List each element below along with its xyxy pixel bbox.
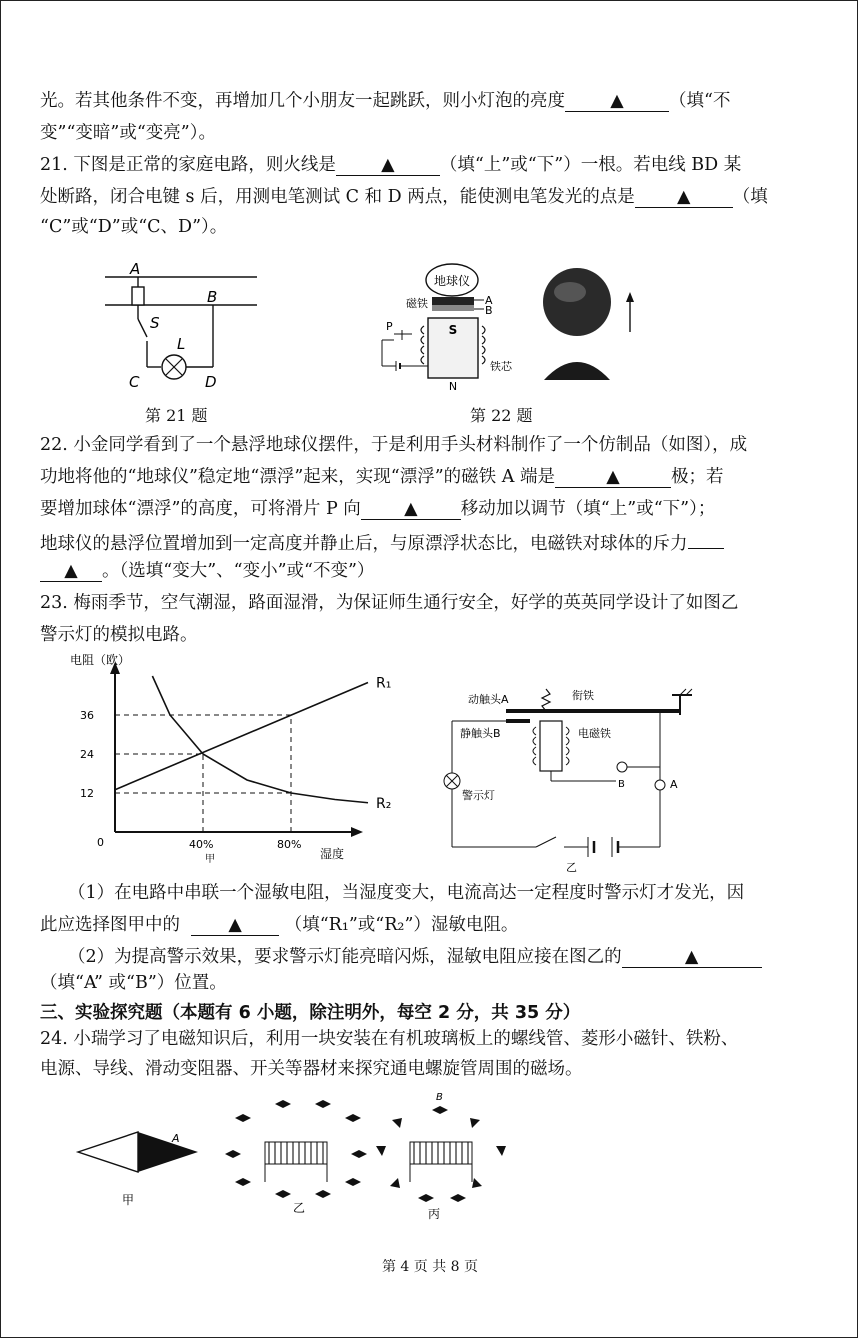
- blank-marker: ▲: [228, 915, 242, 935]
- figure-21-circuit: [95, 255, 275, 395]
- fig23b-static-contact-label: 静触头B: [460, 727, 501, 740]
- y-tick-label: 12: [80, 787, 94, 800]
- series-label-1: R₁: [376, 675, 392, 692]
- x-tick-label: 80%: [277, 838, 302, 851]
- q23-text-3: （1）在电路中串联一个湿敏电阻，当湿度变大，电流高达一定程度时警示灯才发光，因: [68, 883, 745, 903]
- q22-text-5: 移动加以调节（填“上”或“下”）；: [460, 499, 716, 519]
- q23-part2-line-2: [40, 970, 820, 996]
- q22-blank-3a[interactable]: [688, 528, 724, 549]
- fig21-label-A: A: [130, 260, 141, 278]
- q21-line-1: [40, 152, 820, 178]
- q23-part2-line-1: [68, 944, 820, 970]
- figure-23b-circuit: [440, 675, 720, 875]
- chart-sublabel: 甲: [205, 854, 215, 865]
- fig21-label-B: B: [207, 288, 218, 306]
- q20-line-2: [40, 120, 820, 146]
- q20-text: 光。若其他条件不变，再增加几个小朋友一起跳跃，则小灯泡的亮度: [40, 91, 565, 111]
- q22-blank-2[interactable]: [361, 499, 461, 520]
- q22-text-3: 极；若: [670, 467, 724, 487]
- q23-text-2: 警示灯的模拟电路。: [40, 625, 198, 645]
- series-line-1: [115, 683, 368, 790]
- fig24-label-yi: 乙: [293, 1201, 306, 1215]
- blank-marker: ▲: [684, 947, 699, 967]
- q21-line-2: [40, 184, 820, 210]
- fig22-label-S: S: [448, 323, 458, 337]
- q23-blank-2[interactable]: [622, 947, 762, 968]
- q21-blank-1[interactable]: [336, 155, 440, 176]
- fig22-magnet-label: 磁铁: [406, 297, 428, 310]
- fig23b-label-A: A: [670, 778, 678, 791]
- q20-blank[interactable]: [565, 91, 669, 112]
- q22-blank-1[interactable]: [555, 467, 671, 488]
- q22-line-5: [40, 558, 820, 584]
- q21-text-3: 处断路，闭合电键 s 后，用测电笔测试 C 和 D 两点，能使测电笔发光的点是: [40, 187, 635, 207]
- fig24-label-jia: 甲: [122, 1193, 135, 1207]
- fig21-label-C: C: [129, 373, 140, 391]
- q20-text-3: 变”“变暗”或“变亮”）。: [40, 123, 216, 143]
- q20-text-2: （填“不: [669, 91, 731, 111]
- q23-part1-line-1: [68, 880, 820, 906]
- fig22-label-N: N: [448, 380, 458, 393]
- q23-text-7: （填“A” 或“B”）位置。: [40, 973, 227, 993]
- q20-line-1: [40, 88, 820, 114]
- fig23b-sublabel: 乙: [566, 861, 577, 874]
- q22-text-4: 要增加球体“漂浮”的高度，可将滑片 P 向: [40, 499, 361, 519]
- q22-line-4: [40, 528, 820, 557]
- y-axis-label: 电阻（欧）: [70, 653, 131, 667]
- fig23b-electromagnet-label: 电磁铁: [578, 727, 611, 740]
- fig21-label-D: D: [205, 373, 217, 391]
- fig24-label-B: B: [436, 1092, 443, 1103]
- q23-text: 23. 梅雨季节，空气潮湿，路面湿滑，为保证师生通行安全，好学的英英同学设计了如图乙: [40, 593, 739, 613]
- q23-text-6: （2）为提高警示效果，要求警示灯能亮暗闪烁，湿敏电阻应接在图乙的: [68, 947, 622, 967]
- fig21-label-S: S: [150, 314, 160, 332]
- section-3-title: 三、实验探究题（本题有 6 小题，除注明外，每空 2 分，共 35 分）: [40, 1003, 581, 1023]
- q23-part1-line-2: [40, 912, 820, 938]
- q23-text-5: （填“R₁”或“R₂”）湿敏电阻。: [284, 915, 519, 935]
- blank-marker: ▲: [606, 467, 620, 487]
- fig23b-label-B: B: [618, 779, 625, 790]
- q22-text-2: 功地将他的“地球仪”稳定地“漂浮”起来，实现“漂浮”的磁铁 A 端是: [40, 467, 555, 487]
- q22-line-1: [40, 432, 820, 458]
- q21-text-5: “C”或“D”或“C、D”）。: [40, 217, 228, 237]
- y-tick-label: 36: [80, 709, 94, 722]
- fig24-label-A: A: [172, 1132, 180, 1145]
- q21-text: 21. 下图是正常的家庭电路，则火线是: [40, 155, 336, 175]
- q21-line-3: [40, 214, 820, 240]
- q22-line-2: [40, 464, 820, 490]
- fig23b-lamp-label: 警示灯: [462, 789, 495, 802]
- resistance-humidity-chart: [70, 650, 392, 870]
- q23-line-1: [40, 590, 820, 616]
- blank-marker: ▲: [404, 499, 418, 519]
- q24-text-2: 电源、导线、滑动变阻器、开关等器材来探究通电螺旋管周围的磁场。: [40, 1059, 583, 1079]
- q23-line-2: [40, 622, 820, 648]
- q22-text-6: 地球仪的悬浮位置增加到一定高度并静止后，与原漂浮状态比，电磁铁对球体的斥力: [40, 534, 688, 554]
- fig23b-moving-contact-label: 动触头A: [468, 693, 509, 706]
- q22-blank-3b[interactable]: [40, 561, 102, 582]
- blank-marker: ▲: [64, 561, 78, 581]
- y-tick-label: 24: [80, 748, 94, 761]
- x-axis-arrow: [351, 827, 363, 837]
- blank-marker: ▲: [610, 91, 624, 111]
- q23-text-4: 此应选择图甲中的: [40, 915, 180, 935]
- figure-21-caption: 第 21 题: [145, 406, 208, 425]
- q21-text-2: （填“上”或“下”）一根。若电线 BD 某: [439, 155, 742, 175]
- x-axis-label: 湿度: [320, 847, 345, 861]
- q24-text: 24. 小瑞学习了电磁知识后，利用一块安装在有机玻璃板上的螺线管、菱形小磁针、铁粉、: [40, 1029, 739, 1049]
- fig21-label-L: L: [177, 335, 186, 353]
- q21-blank-2[interactable]: [635, 187, 733, 208]
- series-label-2: R₂: [376, 795, 392, 812]
- fig22-label-A: A: [485, 294, 493, 307]
- q24-line-1: [40, 1026, 820, 1052]
- q22-line-3: [40, 496, 820, 522]
- blank-marker: ▲: [677, 187, 691, 207]
- fig22-core-label: 铁芯: [490, 360, 512, 373]
- q22-text-7: 。（选填“变大”、“变小”或“不变”）: [102, 561, 375, 581]
- page-footer: 第 4 页 共 8 页: [381, 1259, 479, 1275]
- q24-line-2: [40, 1056, 820, 1082]
- blank-marker: ▲: [381, 155, 395, 175]
- x-tick-label: 0: [97, 836, 104, 849]
- fig22-label-P: P: [386, 320, 393, 333]
- fig23b-armature-label: 衔铁: [572, 689, 594, 702]
- q23-blank-1[interactable]: [191, 915, 279, 936]
- series-line-2: [152, 676, 368, 803]
- figure-24-compass-diagrams: [70, 1090, 520, 1220]
- section-3-heading: [40, 1000, 820, 1026]
- fig22-globe-label: 地球仪: [433, 274, 471, 288]
- figure-22-diagram: [372, 262, 642, 392]
- fig22-label-B: B: [485, 304, 493, 317]
- figure-22-caption: 第 22 题: [470, 406, 533, 425]
- q22-text: 22. 小金同学看到了一个悬浮地球仪摆件，于是利用手头材料制作了一个仿制品（如图），成: [40, 435, 748, 455]
- x-tick-label: 40%: [189, 838, 214, 851]
- q21-text-4: （填: [732, 187, 768, 207]
- fig24-label-bing: 丙: [428, 1207, 441, 1221]
